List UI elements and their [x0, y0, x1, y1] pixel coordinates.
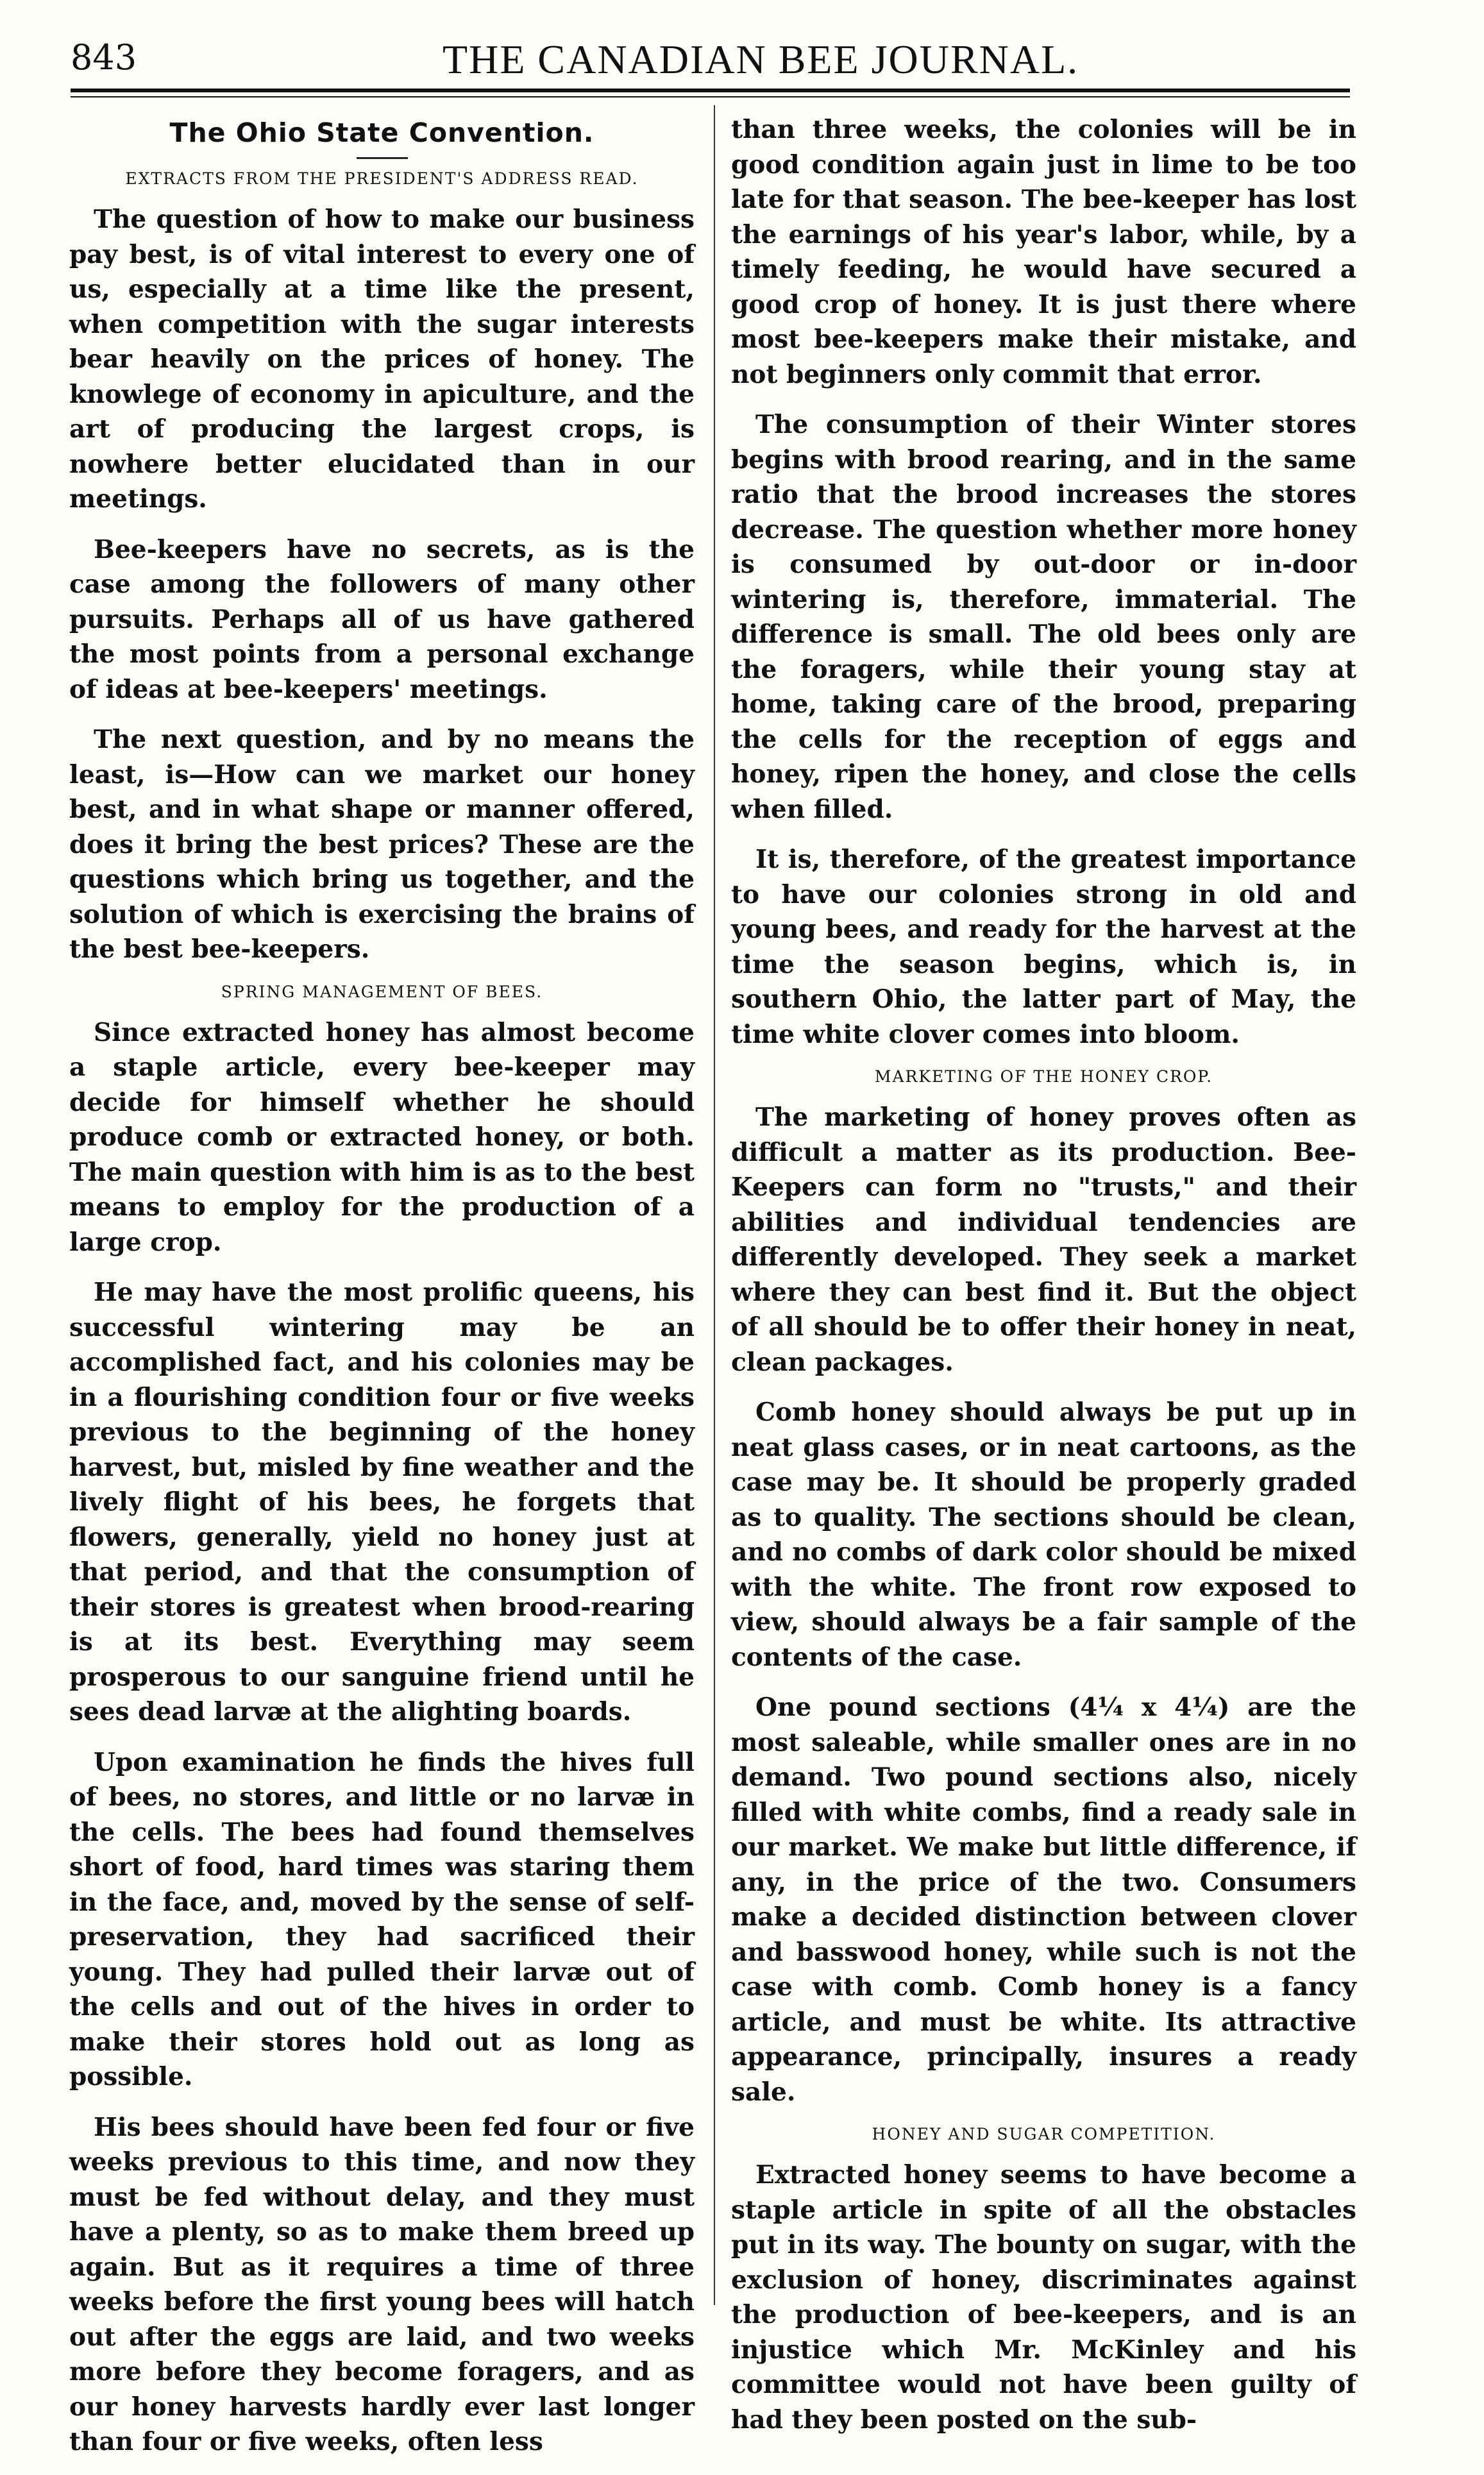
title-rule: [357, 157, 408, 159]
paragraph: His bees should have been fed four or five weeks previous to this time, and now they must be fed without delay, and they must have a plenty, so as to make them breed up again. But as it requires a time of three weeks before the first young bees will hatch out after the eggs are laid, and two weeks more before they become foragers, and as our honey harvests hardly ever last longer than four or five weeks, often less: [69, 2112, 695, 2456]
article-subtitle: EXTRACTS FROM THE PRESIDENT'S ADDRESS READ.: [125, 169, 639, 188]
section-heading-marketing: MARKETING OF THE HONEY CROP.: [874, 1067, 1213, 1086]
right-column: [731, 112, 1356, 2453]
paragraph: The consumption of their Winter stores begins with brood rearing, and in the same ratio that the brood increases the stores decrease. The question whether more honey is consumed by out-door or in-door wintering is, therefore, immaterial. The difference is small. The old bees only are the foragers, while their young stay at home, taking care of the brood, preparing the cells for the reception of eggs and honey, ripen the honey, and close the cells when filled.: [731, 410, 1356, 824]
paragraph: It is, therefore, of the greatest importance to have our colonies strong in old and young bees, and ready for the harvest at the time the season begins, which is, in southern Ohio, the latter part of May, the time white clover comes into bloom.: [731, 845, 1356, 1049]
paragraph: One pound sections (4¼ x 4¼) are the most saleable, while smaller ones are in no demand. Two pound sections also, nicely filled with white combs, find a ready sale in our market. We make but little difference, if any, in the price of the two. Consumers make a decided distinction between clover and basswood honey, while such is not the case with comb. Comb honey is a fancy article, and must be white. Its attractive appearance, principally, insures a ready sale.: [731, 1693, 1356, 2107]
left-column: [69, 112, 695, 2475]
column-divider: [714, 105, 715, 2305]
article-title: The Ohio State Convention.: [169, 117, 594, 148]
paragraph: The marketing of honey proves often as difficult a matter as its production. Bee-Keepers can form no "trusts," and their abilities and individual tendencies are differently developed. They seek a market where they can best find it. But the object of all should be to offer their honey in neat, clean packages.: [731, 1102, 1356, 1377]
paragraph: Since extracted honey has almost become a staple article, every bee-keeper may decide for himself whether he should produce comb or extracted honey, or both. The main question with him is as to the best means to employ for the production of a large crop.: [69, 1017, 695, 1257]
paragraph: The question of how to make our business pay best, is of vital interest to every one of us, especially at a time like the present, when competition with the sugar interests bear heavily on the prices of honey. The knowlege of economy in apiculture, and the art of producing the largest crops, is nowhere better elucidated than in our meetings.: [69, 205, 695, 514]
page-number: 843: [71, 37, 137, 78]
paragraph: Bee-keepers have no secrets, as is the case among the followers of many other pursuits. Perhaps all of us have gathered the most points from a personal exchange of ideas at bee-keepers' meetings.: [69, 534, 695, 704]
header-rule-thick: [71, 89, 1350, 92]
paragraph: Upon examination he finds the hives full of bees, no stores, and little or no larvæ in the cells. The bees had found themselves short of food, hard times was staring them in the face, and, moved by the sense of self-preservation, they had sacrificed their young. They had pulled their larvæ out of the cells and out of the hives in order to make their stores hold out as long as possible.: [69, 1747, 695, 2091]
page-header: [71, 33, 1350, 91]
journal-title: THE CANADIAN BEE JOURNAL.: [443, 37, 1079, 82]
header-rule-thin: [71, 96, 1350, 97]
paragraph: Extracted honey seems to have become a staple article in spite of all the obstacles put in its way. The bounty on sugar, with the exclusion of honey, discriminates against the production of bee-keepers, and is an injustice which Mr. McKinley and his committee would not have been guilty of had they been posted on the sub-: [731, 2160, 1356, 2435]
paragraph: The next question, and by no means the least, is—How can we market our honey best, and in what shape or manner offered, does it bring the best prices? These are the questions which bring us together, and the solution of which is exercising the brains of the best bee-keepers.: [69, 725, 695, 964]
paragraph: Comb honey should always be put up in neat glass cases, or in neat cartoons, as the case may be. It should be properly graded as to quality. The sections should be clean, and no combs of dark color should be mixed with the white. The front row exposed to view, should always be a fair sample of the contents of the case.: [731, 1398, 1356, 1672]
paragraph-continuation: than three weeks, the colonies will be in good condition again just in lime to be too late for that season. The bee-keeper has lost the earnings of his year's labor, while, by a timely feeding, he would have secured a good crop of honey. It is just there where most bee-keepers make their mistake, and not beginners only commit that error.: [731, 115, 1356, 389]
paragraph: He may have the most prolific queens, his successful wintering may be an accomplished fact, and his colonies may be in a flourishing condition four or five weeks previous to the beginning of the honey harvest, but, misled by fine weather and the lively flight of his bees, he forgets that flowers, generally, yield no honey just at that period, and that the consumption of their stores is greatest when brood-rearing is at its best. Everything may seem prosperous to our sanguine friend until he sees dead larvæ at the alighting boards.: [69, 1278, 695, 1727]
section-heading-spring: SPRING MANAGEMENT OF BEES.: [221, 982, 543, 1001]
section-heading-sugar: HONEY AND SUGAR COMPETITION.: [872, 2125, 1216, 2143]
